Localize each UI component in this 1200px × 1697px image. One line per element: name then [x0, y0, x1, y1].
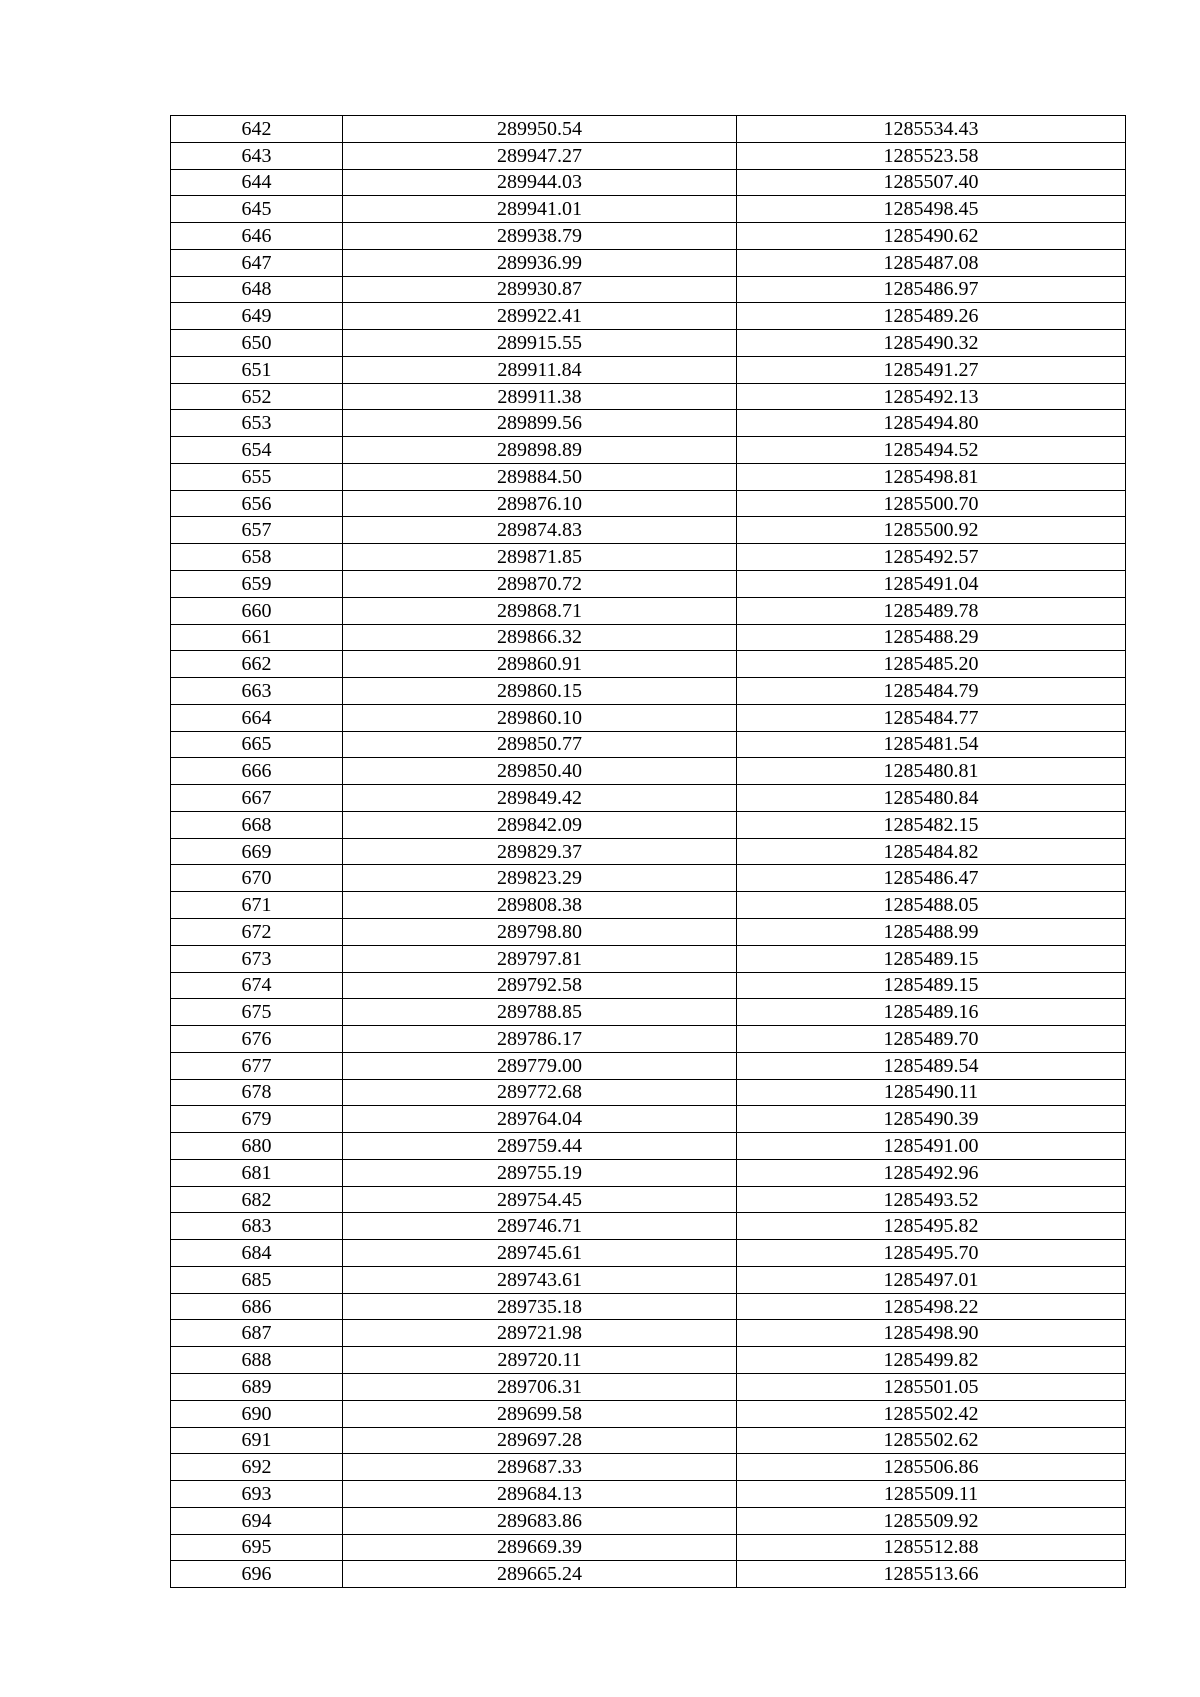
point-number-cell: 696 [171, 1561, 343, 1588]
y-coordinate-cell: 1285501.05 [737, 1373, 1126, 1400]
table-row [171, 169, 1126, 196]
point-number-cell: 654 [171, 437, 343, 464]
table-row [171, 1534, 1126, 1561]
point-number-cell: 674 [171, 972, 343, 999]
table-row [171, 999, 1126, 1026]
point-number-cell: 645 [171, 196, 343, 223]
table-row [171, 678, 1126, 705]
y-coordinate-cell: 1285484.77 [737, 704, 1126, 731]
y-coordinate-cell: 1285491.04 [737, 571, 1126, 598]
y-coordinate-cell: 1285498.45 [737, 196, 1126, 223]
y-coordinate-cell: 1285497.01 [737, 1266, 1126, 1293]
point-number-cell: 670 [171, 865, 343, 892]
x-coordinate-cell: 289850.40 [343, 758, 737, 785]
x-coordinate-cell: 289829.37 [343, 838, 737, 865]
table-row [171, 1106, 1126, 1133]
point-number-cell: 693 [171, 1481, 343, 1508]
y-coordinate-cell: 1285498.90 [737, 1320, 1126, 1347]
x-coordinate-cell: 289874.83 [343, 517, 737, 544]
y-coordinate-cell: 1285484.82 [737, 838, 1126, 865]
point-number-cell: 649 [171, 303, 343, 330]
table-row [171, 517, 1126, 544]
y-coordinate-cell: 1285491.00 [737, 1133, 1126, 1160]
point-number-cell: 679 [171, 1106, 343, 1133]
y-coordinate-cell: 1285480.84 [737, 785, 1126, 812]
table-row [171, 249, 1126, 276]
x-coordinate-cell: 289884.50 [343, 463, 737, 490]
point-number-cell: 681 [171, 1159, 343, 1186]
y-coordinate-cell: 1285492.13 [737, 383, 1126, 410]
table-row [171, 1052, 1126, 1079]
y-coordinate-cell: 1285507.40 [737, 169, 1126, 196]
point-number-cell: 644 [171, 169, 343, 196]
y-coordinate-cell: 1285489.16 [737, 999, 1126, 1026]
x-coordinate-cell: 289755.19 [343, 1159, 737, 1186]
y-coordinate-cell: 1285489.54 [737, 1052, 1126, 1079]
y-coordinate-cell: 1285494.52 [737, 437, 1126, 464]
table-row [171, 463, 1126, 490]
y-coordinate-cell: 1285488.29 [737, 624, 1126, 651]
y-coordinate-cell: 1285495.70 [737, 1240, 1126, 1267]
table-row [171, 437, 1126, 464]
point-number-cell: 683 [171, 1213, 343, 1240]
point-number-cell: 647 [171, 249, 343, 276]
table-row [171, 597, 1126, 624]
y-coordinate-cell: 1285523.58 [737, 142, 1126, 169]
y-coordinate-cell: 1285481.54 [737, 731, 1126, 758]
y-coordinate-cell: 1285490.62 [737, 223, 1126, 250]
table-row [171, 410, 1126, 437]
point-number-cell: 694 [171, 1507, 343, 1534]
table-row [171, 1213, 1126, 1240]
y-coordinate-cell: 1285490.32 [737, 330, 1126, 357]
x-coordinate-cell: 289745.61 [343, 1240, 737, 1267]
y-coordinate-cell: 1285534.43 [737, 116, 1126, 143]
point-number-cell: 648 [171, 276, 343, 303]
table-row [171, 1293, 1126, 1320]
x-coordinate-cell: 289871.85 [343, 544, 737, 571]
point-number-cell: 675 [171, 999, 343, 1026]
y-coordinate-cell: 1285489.70 [737, 1026, 1126, 1053]
point-number-cell: 680 [171, 1133, 343, 1160]
table-row [171, 1186, 1126, 1213]
y-coordinate-cell: 1285484.79 [737, 678, 1126, 705]
table-row [171, 1561, 1126, 1588]
x-coordinate-cell: 289720.11 [343, 1347, 737, 1374]
table-row [171, 892, 1126, 919]
point-number-cell: 685 [171, 1266, 343, 1293]
x-coordinate-cell: 289797.81 [343, 945, 737, 972]
y-coordinate-cell: 1285509.92 [737, 1507, 1126, 1534]
y-coordinate-cell: 1285498.81 [737, 463, 1126, 490]
point-number-cell: 658 [171, 544, 343, 571]
x-coordinate-cell: 289842.09 [343, 811, 737, 838]
point-number-cell: 665 [171, 731, 343, 758]
y-coordinate-cell: 1285498.22 [737, 1293, 1126, 1320]
table-row [171, 731, 1126, 758]
table-row [171, 1026, 1126, 1053]
coordinate-table-body [171, 116, 1126, 1588]
table-row [171, 1079, 1126, 1106]
point-number-cell: 691 [171, 1427, 343, 1454]
x-coordinate-cell: 289735.18 [343, 1293, 737, 1320]
x-coordinate-cell: 289697.28 [343, 1427, 737, 1454]
point-number-cell: 643 [171, 142, 343, 169]
x-coordinate-cell: 289930.87 [343, 276, 737, 303]
point-number-cell: 667 [171, 785, 343, 812]
x-coordinate-cell: 289721.98 [343, 1320, 737, 1347]
x-coordinate-cell: 289860.91 [343, 651, 737, 678]
y-coordinate-cell: 1285490.39 [737, 1106, 1126, 1133]
x-coordinate-cell: 289938.79 [343, 223, 737, 250]
table-row [171, 276, 1126, 303]
x-coordinate-cell: 289868.71 [343, 597, 737, 624]
point-number-cell: 690 [171, 1400, 343, 1427]
y-coordinate-cell: 1285490.11 [737, 1079, 1126, 1106]
x-coordinate-cell: 289746.71 [343, 1213, 737, 1240]
table-row [171, 330, 1126, 357]
x-coordinate-cell: 289754.45 [343, 1186, 737, 1213]
table-row [171, 1240, 1126, 1267]
table-row [171, 651, 1126, 678]
table-row [171, 142, 1126, 169]
x-coordinate-cell: 289759.44 [343, 1133, 737, 1160]
point-number-cell: 657 [171, 517, 343, 544]
table-row [171, 945, 1126, 972]
point-number-cell: 664 [171, 704, 343, 731]
table-row [171, 1427, 1126, 1454]
y-coordinate-cell: 1285509.11 [737, 1481, 1126, 1508]
point-number-cell: 676 [171, 1026, 343, 1053]
y-coordinate-cell: 1285485.20 [737, 651, 1126, 678]
y-coordinate-cell: 1285491.27 [737, 356, 1126, 383]
x-coordinate-cell: 289706.31 [343, 1373, 737, 1400]
point-number-cell: 672 [171, 918, 343, 945]
y-coordinate-cell: 1285486.47 [737, 865, 1126, 892]
y-coordinate-cell: 1285486.97 [737, 276, 1126, 303]
table-row [171, 811, 1126, 838]
point-number-cell: 687 [171, 1320, 343, 1347]
y-coordinate-cell: 1285506.86 [737, 1454, 1126, 1481]
x-coordinate-cell: 289786.17 [343, 1026, 737, 1053]
point-number-cell: 677 [171, 1052, 343, 1079]
point-number-cell: 666 [171, 758, 343, 785]
x-coordinate-cell: 289936.99 [343, 249, 737, 276]
x-coordinate-cell: 289779.00 [343, 1052, 737, 1079]
point-number-cell: 678 [171, 1079, 343, 1106]
x-coordinate-cell: 289792.58 [343, 972, 737, 999]
table-row [171, 223, 1126, 250]
table-row [171, 1159, 1126, 1186]
table-row [171, 865, 1126, 892]
y-coordinate-cell: 1285489.15 [737, 945, 1126, 972]
x-coordinate-cell: 289860.10 [343, 704, 737, 731]
y-coordinate-cell: 1285502.42 [737, 1400, 1126, 1427]
point-number-cell: 668 [171, 811, 343, 838]
x-coordinate-cell: 289899.56 [343, 410, 737, 437]
table-row [171, 490, 1126, 517]
point-number-cell: 661 [171, 624, 343, 651]
point-number-cell: 659 [171, 571, 343, 598]
table-row [171, 1454, 1126, 1481]
x-coordinate-cell: 289911.84 [343, 356, 737, 383]
y-coordinate-cell: 1285512.88 [737, 1534, 1126, 1561]
table-row [171, 918, 1126, 945]
x-coordinate-cell: 289911.38 [343, 383, 737, 410]
point-number-cell: 692 [171, 1454, 343, 1481]
table-row [171, 116, 1126, 143]
y-coordinate-cell: 1285493.52 [737, 1186, 1126, 1213]
y-coordinate-cell: 1285489.26 [737, 303, 1126, 330]
point-number-cell: 653 [171, 410, 343, 437]
x-coordinate-cell: 289764.04 [343, 1106, 737, 1133]
point-number-cell: 652 [171, 383, 343, 410]
point-number-cell: 695 [171, 1534, 343, 1561]
point-number-cell: 662 [171, 651, 343, 678]
x-coordinate-cell: 289876.10 [343, 490, 737, 517]
y-coordinate-cell: 1285500.70 [737, 490, 1126, 517]
point-number-cell: 688 [171, 1347, 343, 1374]
point-number-cell: 646 [171, 223, 343, 250]
table-row [171, 383, 1126, 410]
y-coordinate-cell: 1285495.82 [737, 1213, 1126, 1240]
x-coordinate-cell: 289947.27 [343, 142, 737, 169]
x-coordinate-cell: 289850.77 [343, 731, 737, 758]
y-coordinate-cell: 1285502.62 [737, 1427, 1126, 1454]
table-row [171, 1400, 1126, 1427]
x-coordinate-cell: 289944.03 [343, 169, 737, 196]
table-row [171, 1373, 1126, 1400]
x-coordinate-cell: 289941.01 [343, 196, 737, 223]
x-coordinate-cell: 289743.61 [343, 1266, 737, 1293]
x-coordinate-cell: 289665.24 [343, 1561, 737, 1588]
table-row [171, 303, 1126, 330]
point-number-cell: 663 [171, 678, 343, 705]
point-number-cell: 684 [171, 1240, 343, 1267]
table-row [171, 1507, 1126, 1534]
point-number-cell: 671 [171, 892, 343, 919]
point-number-cell: 673 [171, 945, 343, 972]
point-number-cell: 642 [171, 116, 343, 143]
table-row [171, 704, 1126, 731]
point-number-cell: 656 [171, 490, 343, 517]
point-number-cell: 689 [171, 1373, 343, 1400]
table-row [171, 624, 1126, 651]
table-row [171, 1133, 1126, 1160]
table-row [171, 1266, 1126, 1293]
point-number-cell: 660 [171, 597, 343, 624]
table-row [171, 1347, 1126, 1374]
y-coordinate-cell: 1285489.78 [737, 597, 1126, 624]
y-coordinate-cell: 1285488.99 [737, 918, 1126, 945]
x-coordinate-cell: 289823.29 [343, 865, 737, 892]
y-coordinate-cell: 1285500.92 [737, 517, 1126, 544]
x-coordinate-cell: 289699.58 [343, 1400, 737, 1427]
x-coordinate-cell: 289684.13 [343, 1481, 737, 1508]
table-row [171, 972, 1126, 999]
table-row [171, 1320, 1126, 1347]
x-coordinate-cell: 289849.42 [343, 785, 737, 812]
table-row [171, 544, 1126, 571]
x-coordinate-cell: 289922.41 [343, 303, 737, 330]
point-number-cell: 651 [171, 356, 343, 383]
x-coordinate-cell: 289687.33 [343, 1454, 737, 1481]
point-number-cell: 669 [171, 838, 343, 865]
x-coordinate-cell: 289772.68 [343, 1079, 737, 1106]
y-coordinate-cell: 1285499.82 [737, 1347, 1126, 1374]
y-coordinate-cell: 1285494.80 [737, 410, 1126, 437]
table-row [171, 196, 1126, 223]
y-coordinate-cell: 1285487.08 [737, 249, 1126, 276]
x-coordinate-cell: 289683.86 [343, 1507, 737, 1534]
point-number-cell: 686 [171, 1293, 343, 1320]
y-coordinate-cell: 1285480.81 [737, 758, 1126, 785]
x-coordinate-cell: 289788.85 [343, 999, 737, 1026]
point-number-cell: 655 [171, 463, 343, 490]
x-coordinate-cell: 289866.32 [343, 624, 737, 651]
x-coordinate-cell: 289950.54 [343, 116, 737, 143]
x-coordinate-cell: 289798.80 [343, 918, 737, 945]
y-coordinate-cell: 1285489.15 [737, 972, 1126, 999]
y-coordinate-cell: 1285492.96 [737, 1159, 1126, 1186]
x-coordinate-cell: 289808.38 [343, 892, 737, 919]
x-coordinate-cell: 289669.39 [343, 1534, 737, 1561]
table-row [171, 1481, 1126, 1508]
table-row [171, 571, 1126, 598]
table-row [171, 838, 1126, 865]
x-coordinate-cell: 289870.72 [343, 571, 737, 598]
y-coordinate-cell: 1285482.15 [737, 811, 1126, 838]
table-row [171, 785, 1126, 812]
point-number-cell: 682 [171, 1186, 343, 1213]
x-coordinate-cell: 289898.89 [343, 437, 737, 464]
y-coordinate-cell: 1285488.05 [737, 892, 1126, 919]
y-coordinate-cell: 1285492.57 [737, 544, 1126, 571]
table-row [171, 758, 1126, 785]
point-number-cell: 650 [171, 330, 343, 357]
y-coordinate-cell: 1285513.66 [737, 1561, 1126, 1588]
x-coordinate-cell: 289860.15 [343, 678, 737, 705]
table-row [171, 356, 1126, 383]
x-coordinate-cell: 289915.55 [343, 330, 737, 357]
coordinate-table [170, 115, 1126, 1588]
